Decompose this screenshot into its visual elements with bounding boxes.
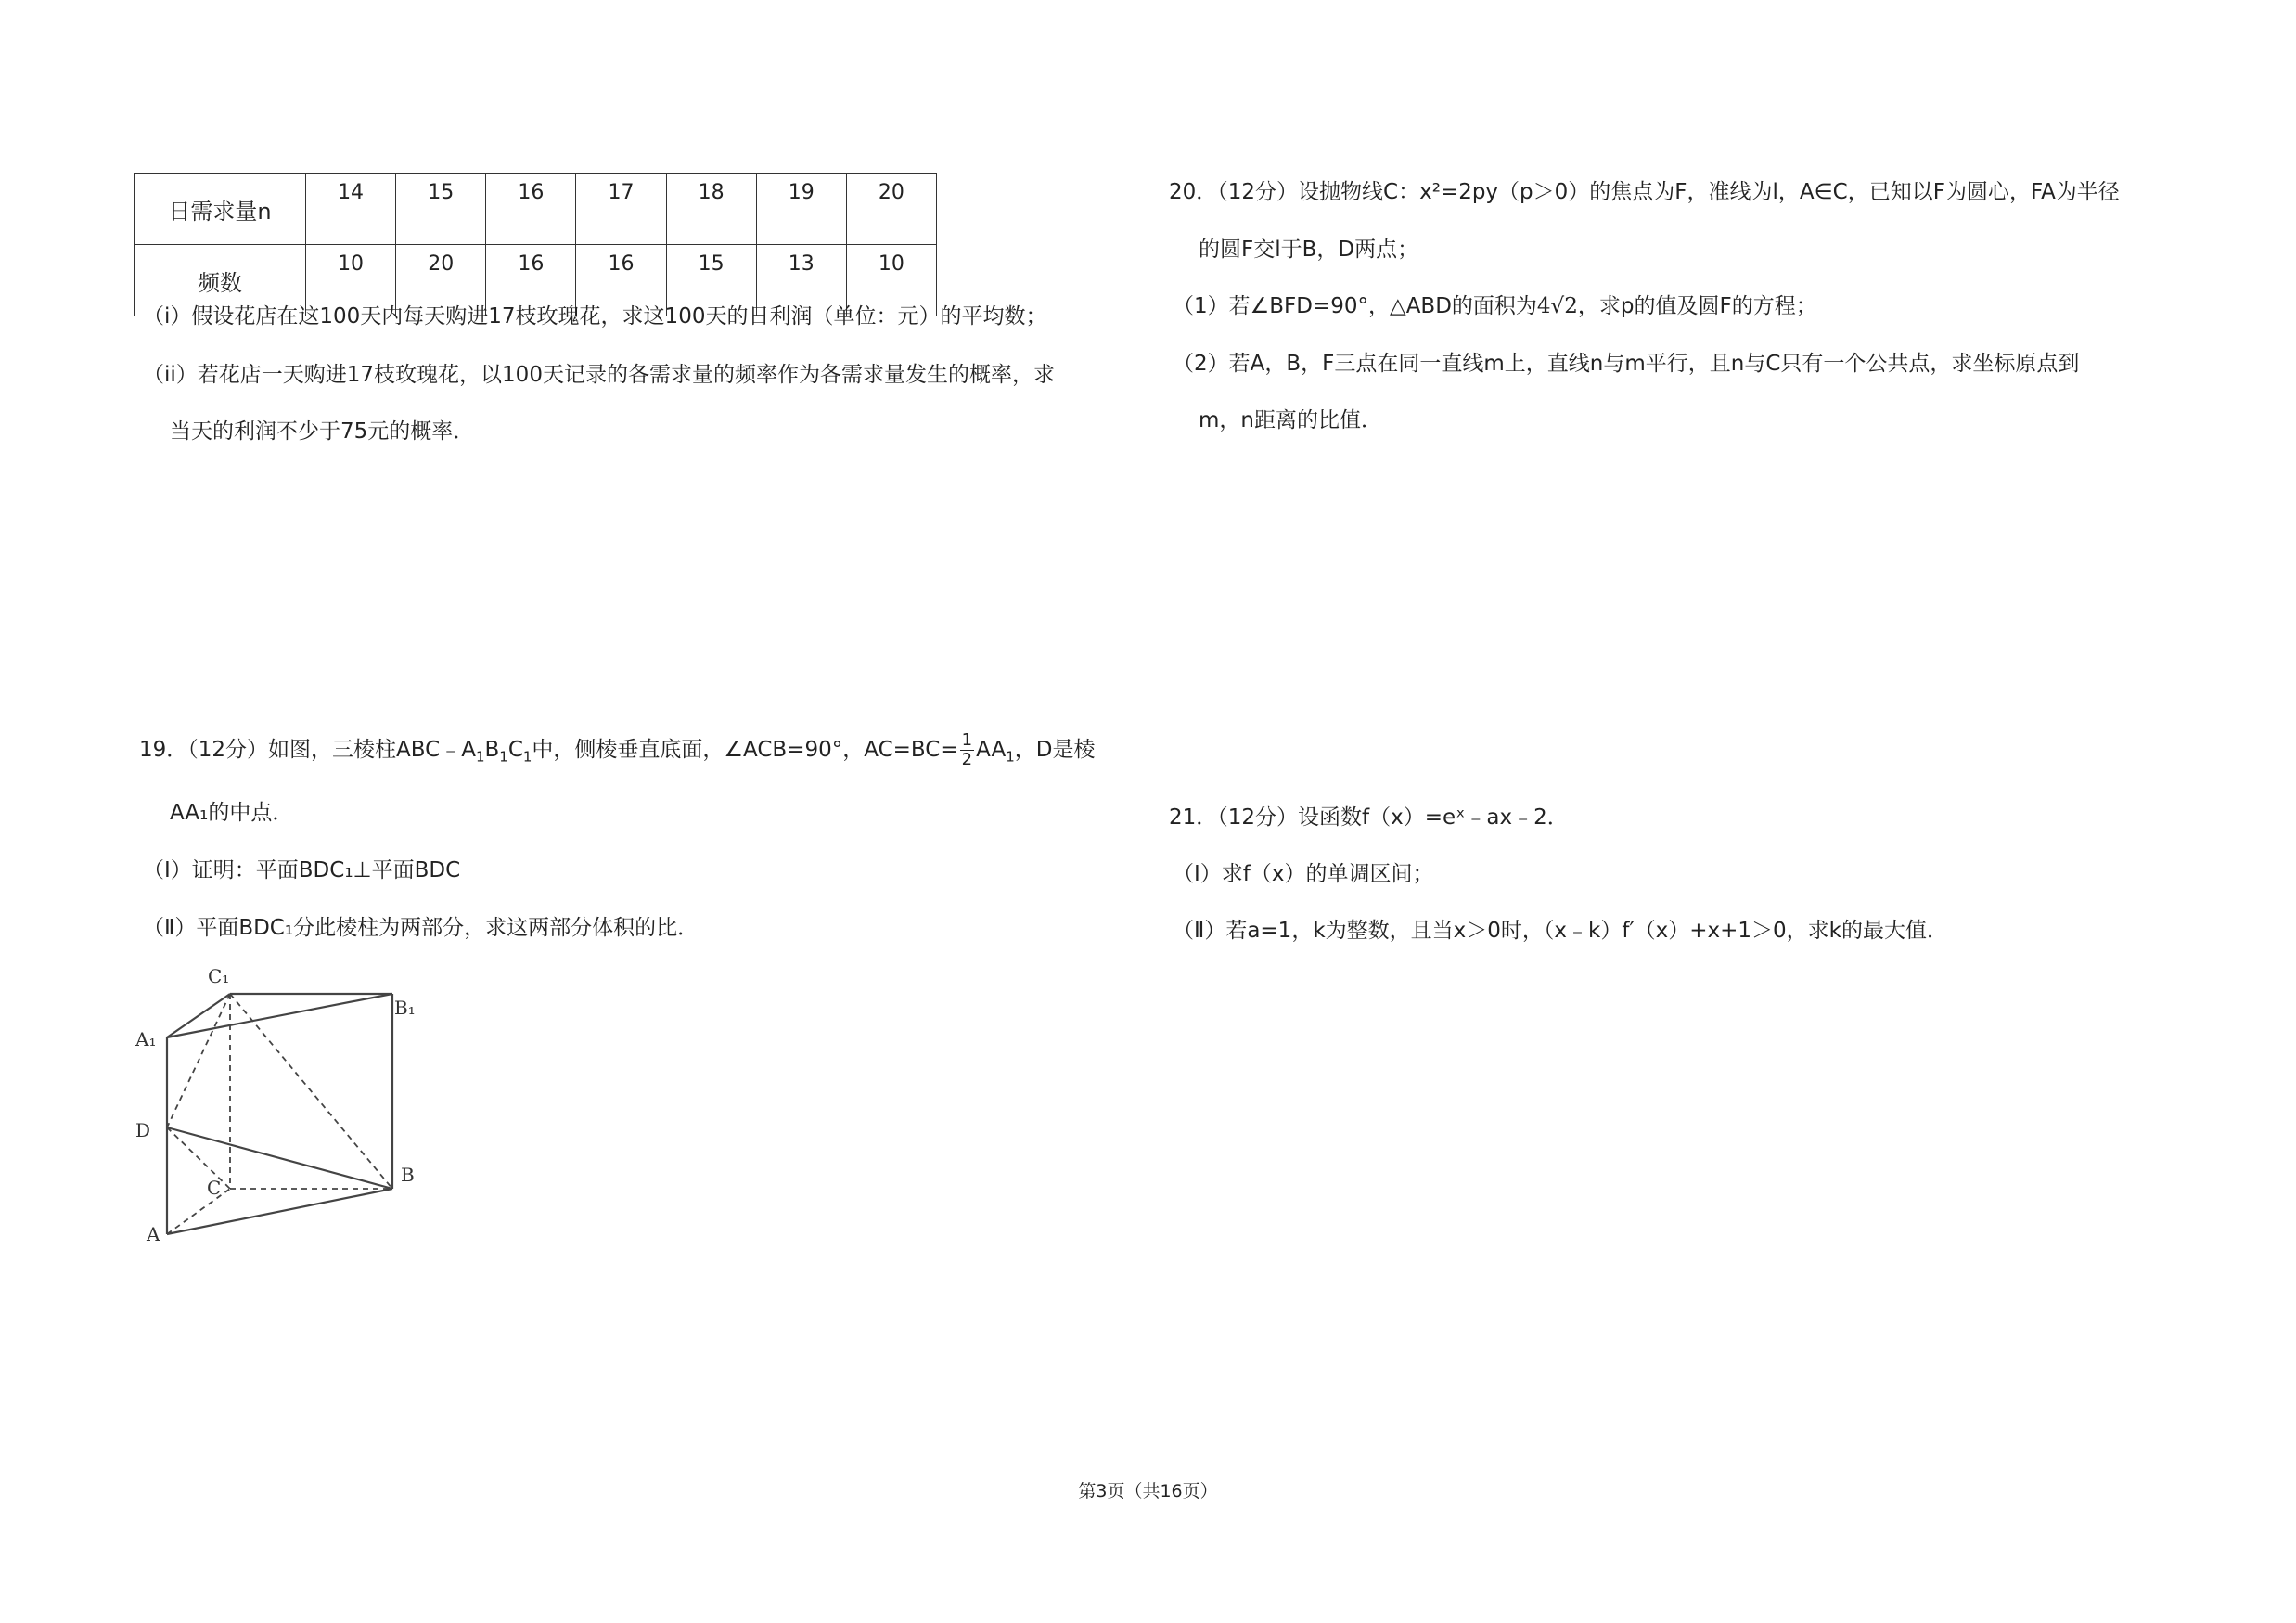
q20-part-1-end: ，求p的值及圆F的方程；	[1577, 294, 1817, 318]
q20-stem-line2: 的圆F交l于B，D两点；	[1199, 238, 1419, 262]
label-b: B	[401, 1164, 415, 1186]
label-c1: C₁	[208, 965, 230, 987]
table-row-header: 日需求量n	[135, 174, 306, 245]
edge-d-b	[167, 1127, 392, 1189]
edge-a1-b1	[167, 994, 392, 1037]
q19-part-i: （Ⅰ）证明：平面BDC₁⊥平面BDC	[143, 858, 461, 882]
table-cell: 18	[666, 174, 756, 245]
label-b1: B₁	[394, 997, 416, 1019]
frequency-table	[134, 173, 937, 316]
table-cell: 20	[846, 174, 936, 245]
table-cell: 10	[846, 245, 936, 316]
q18-part-ii-line1: （ii）若花店一天购进17枝玫瑰花，以100天记录的各需求量的频率作为各需求量发生的概率，求	[143, 363, 1055, 387]
table-cell: 13	[756, 245, 846, 316]
q19-stem-end: ，D是棱	[1014, 738, 1096, 762]
label-a1: A₁	[135, 1028, 157, 1050]
table-cell: 15	[666, 245, 756, 316]
table-row-header: 频数	[135, 245, 306, 316]
edge-a-b	[167, 1189, 392, 1234]
fraction-numerator: 1	[961, 730, 973, 750]
q20-part-1-text: （1）若∠BFD=90°，△ABD的面积为	[1173, 294, 1537, 318]
four-root-two: 4√2	[1536, 294, 1578, 318]
table-cell: 15	[396, 174, 486, 245]
label-c: C	[207, 1177, 222, 1199]
q18-part-i: （i）假设花店在这100天内每天购进17枝玫瑰花，求这100天的日利润（单位：元）的平均数；	[143, 304, 1047, 328]
table-cell: 10	[306, 245, 396, 316]
q19-line2: AA₁的中点．	[170, 801, 294, 825]
table-cell: 14	[306, 174, 396, 245]
q19-stem: 19．（12分）如图，三棱柱$ABC﹣A_1B_1C_1$中，侧棱垂直底面，∠ACB=90°，AC=BC= $\frac{1}{2}$ $AA_1$，D是棱	[139, 730, 1096, 769]
hidden-edge-c1-b	[230, 994, 392, 1189]
q21-part-ii: （Ⅱ）若a=1，k为整数，且当x＞0时，（x﹣k）f′（x）+x+1＞0，求k的最大值．	[1173, 919, 1948, 943]
table-cell: 16	[576, 245, 666, 316]
one-half-fraction	[960, 731, 974, 769]
page-footer: 第3页（共16页）	[1078, 1481, 1218, 1501]
q20-part-1	[1173, 292, 1817, 320]
q19-aa: AA	[976, 738, 1007, 762]
table-cell: 16	[486, 174, 576, 245]
label-a: A	[147, 1223, 160, 1245]
fraction-denominator: 2	[961, 750, 973, 769]
triangular-prism-figure	[130, 960, 445, 1248]
q20-part-2-line2: m，n距离的比值．	[1199, 408, 1382, 432]
table-row	[135, 174, 937, 245]
table-cell: 19	[756, 174, 846, 245]
q20-part-2-line1: （2）若A，B，F三点在同一直线m上，直线n与m平行，且n与C只有一个公共点，求坐标原点到	[1173, 352, 2080, 376]
label-d: D	[135, 1119, 151, 1141]
q20-stem-line1: 20．（12分）设抛物线C：x²=2py（p＞0）的焦点为F，准线为l，A∈C，已知以F为圆心，FA为半径	[1169, 180, 2120, 204]
table-cell: 17	[576, 174, 666, 245]
q18-part-ii-line2: 当天的利润不少于75元的概率．	[170, 419, 475, 444]
table-cell: 16	[486, 245, 576, 316]
hidden-edge-c1-d	[167, 994, 230, 1127]
q19-stem-text: 19．（12分）如图，三棱柱ABC﹣A	[139, 738, 476, 762]
table-cell: 20	[396, 245, 486, 316]
q21-part-i: （Ⅰ）求f（x）的单调区间；	[1173, 862, 1434, 886]
q21-stem: 21．（12分）设函数f（x）=eˣ﹣ax﹣2．	[1169, 805, 1569, 830]
q19-part-ii: （Ⅱ）平面BDC₁分此棱柱为两部分，求这两部分体积的比．	[143, 916, 699, 940]
